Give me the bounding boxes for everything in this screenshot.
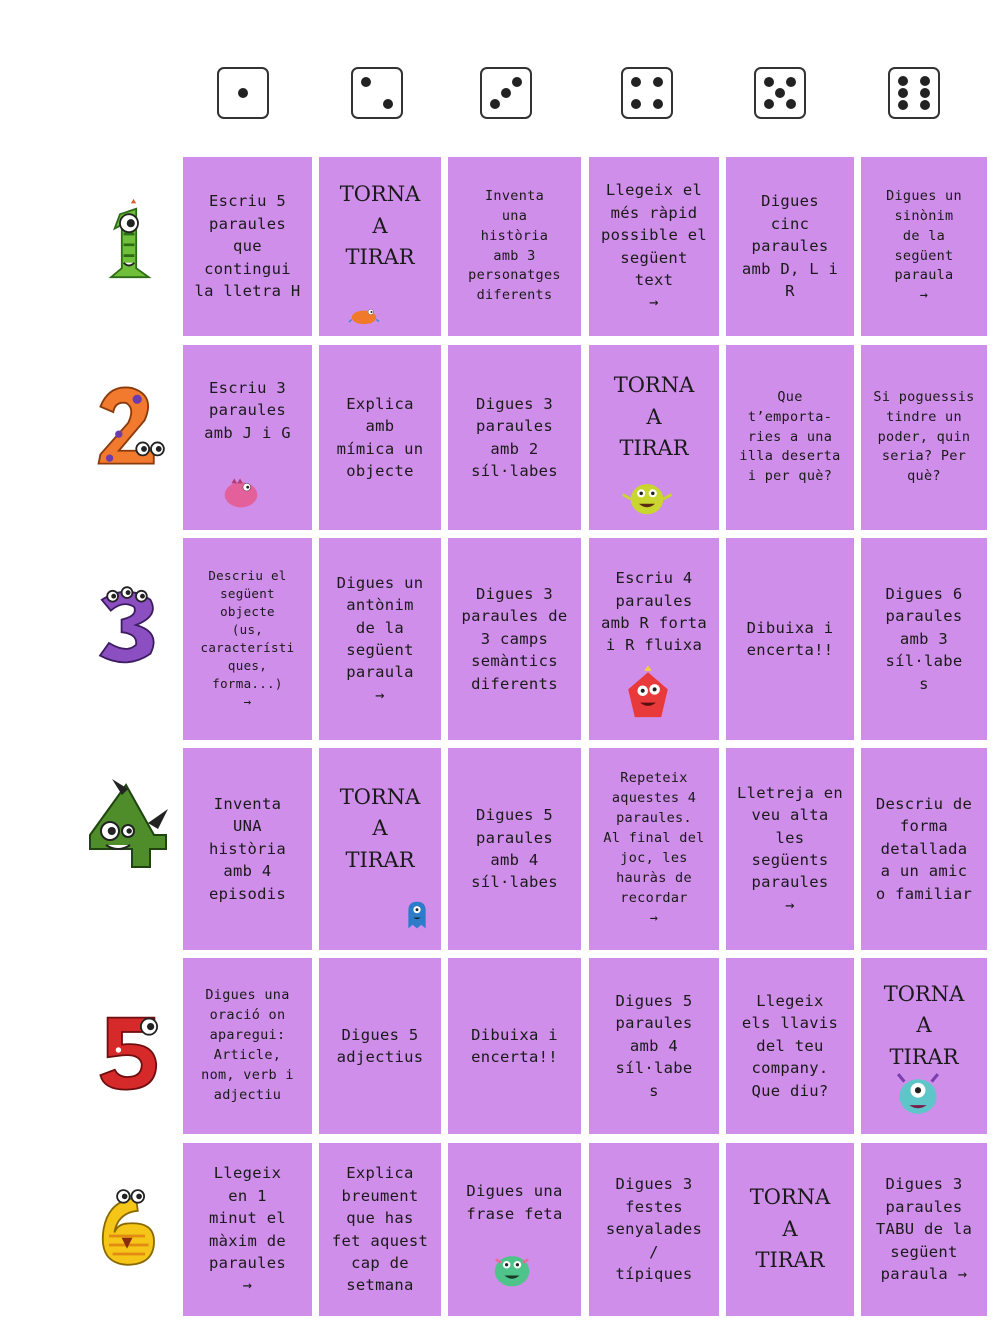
die-pip bbox=[764, 77, 774, 87]
board-square bbox=[861, 345, 987, 530]
square-text: Digues una oració on aparegui: Article, nom, verb i adjectiu bbox=[201, 987, 294, 1103]
square-text: Inventa una història amb 3 personatges diferents bbox=[468, 187, 561, 304]
die-pip bbox=[238, 88, 248, 98]
board-square bbox=[448, 157, 581, 336]
die-pip bbox=[383, 99, 393, 109]
die-face-2 bbox=[351, 67, 403, 119]
board-square bbox=[861, 538, 987, 740]
die-pip bbox=[653, 99, 663, 109]
board-square bbox=[861, 748, 987, 950]
board-square bbox=[319, 958, 441, 1134]
die-pip bbox=[786, 77, 796, 87]
die-pip bbox=[775, 88, 785, 98]
board-square bbox=[589, 538, 719, 740]
board-square bbox=[183, 157, 312, 336]
square-text: Digues 3 festes senyalades / típiques bbox=[605, 1175, 703, 1284]
board-square bbox=[726, 538, 854, 740]
square-text: Repeteix aquestes 4 paraules. Al final del joc, les hauràs de recordar → bbox=[603, 770, 705, 926]
square-text: Escriu 5 paraules que contingui la lletra H bbox=[194, 192, 301, 301]
square-text: Digues 5 adjectius bbox=[336, 1025, 424, 1066]
die-face-5 bbox=[754, 67, 806, 119]
board-square bbox=[589, 157, 719, 336]
board-square bbox=[183, 538, 312, 740]
board-square bbox=[448, 958, 581, 1134]
board-square bbox=[861, 1143, 987, 1316]
square-text: TORNA A TIRAR bbox=[613, 373, 695, 461]
die-pip bbox=[898, 100, 908, 110]
square-text: Digues 6 paraules amb 3 síl·labe s bbox=[885, 584, 963, 693]
square-text: Lletreja en veu alta les següents paraules → bbox=[737, 783, 843, 914]
die-pip bbox=[490, 99, 500, 109]
board-square bbox=[448, 748, 581, 950]
board-square bbox=[183, 958, 312, 1134]
die-pip bbox=[786, 99, 796, 109]
die-pip bbox=[920, 76, 930, 86]
square-text: Llegeix el més ràpid possible el següent text → bbox=[601, 181, 707, 312]
square-text: Digues 3 paraules de 3 camps semàntics diferents bbox=[461, 584, 568, 693]
number-3-monster bbox=[82, 560, 172, 694]
board-square bbox=[319, 1143, 441, 1316]
board-square bbox=[726, 345, 854, 530]
square-text: Digues un sinònim de la següent paraula → bbox=[886, 187, 962, 304]
blue-monster bbox=[399, 890, 435, 942]
board-square bbox=[726, 748, 854, 950]
square-text: Explica breument que has fet aquest cap de setmana bbox=[331, 1164, 429, 1295]
red-monster bbox=[615, 662, 681, 734]
board-square bbox=[183, 345, 312, 530]
square-text: Dibuixa i encerta!! bbox=[746, 618, 834, 659]
square-text: Digues 3 paraules amb 2 síl·labes bbox=[471, 394, 558, 480]
square-text: Que t’emporta- ries a una illa deserta i per què? bbox=[739, 388, 841, 485]
die-pip bbox=[361, 77, 371, 87]
square-text: Llegeix els llavis del teu company. Que diu? bbox=[741, 991, 839, 1100]
square-text: Digues una frase feta bbox=[466, 1182, 563, 1223]
square-text: TORNA A TIRAR bbox=[883, 981, 965, 1069]
square-text: TORNA A TIRAR bbox=[339, 182, 421, 270]
board-square bbox=[183, 748, 312, 950]
orange-monster bbox=[339, 297, 389, 335]
square-text: Explica amb mímica un objecte bbox=[336, 394, 424, 480]
square-text: Si poguessis tindre un poder, quin seria? Per què? bbox=[873, 388, 975, 485]
pink-monster bbox=[213, 467, 269, 519]
board-square bbox=[319, 157, 441, 336]
die-pip bbox=[512, 77, 522, 87]
square-text: Llegeix en 1 minut el màxim de paraules → bbox=[208, 1164, 287, 1295]
die-pip bbox=[631, 99, 641, 109]
board-square bbox=[448, 1143, 581, 1316]
die-pip bbox=[898, 76, 908, 86]
board-square bbox=[589, 1143, 719, 1316]
die-pip bbox=[898, 88, 908, 98]
board-square bbox=[861, 958, 987, 1134]
board-square bbox=[589, 748, 719, 950]
teal-monster bbox=[887, 1062, 949, 1130]
die-pip bbox=[920, 100, 930, 110]
square-text: TORNA A TIRAR bbox=[749, 1185, 831, 1273]
square-text: Digues un antònim de la següent paraula → bbox=[336, 573, 424, 704]
board-square bbox=[726, 958, 854, 1134]
square-text: Inventa UNA història amb 4 episodis bbox=[208, 794, 287, 903]
number-2-monster bbox=[82, 370, 174, 484]
board-square bbox=[726, 157, 854, 336]
board-square bbox=[861, 157, 987, 336]
die-face-6 bbox=[888, 67, 940, 119]
square-text: Dibuixa i encerta!! bbox=[471, 1025, 558, 1066]
square-text: Descriu de forma detallada a un amic o familiar bbox=[875, 794, 973, 903]
square-text: Digues cinc paraules amb D, L i R bbox=[741, 192, 839, 301]
number-1-monster bbox=[84, 183, 174, 307]
number-5-monster bbox=[86, 995, 176, 1109]
board-square bbox=[183, 1143, 312, 1316]
die-face-1 bbox=[217, 67, 269, 119]
board-square bbox=[589, 345, 719, 530]
board-square bbox=[319, 538, 441, 740]
yellow-monster bbox=[615, 469, 679, 530]
board-square bbox=[589, 958, 719, 1134]
square-text: Digues 5 paraules amb 4 síl·labes bbox=[471, 806, 558, 892]
square-text: Digues 5 paraules amb 4 síl·labe s bbox=[615, 991, 693, 1100]
square-text: Escriu 4 paraules amb R forta i R fluixa bbox=[601, 569, 707, 655]
die-pip bbox=[764, 99, 774, 109]
board-square bbox=[319, 748, 441, 950]
square-text: TORNA A TIRAR bbox=[339, 784, 421, 872]
green-monster bbox=[482, 1241, 542, 1299]
square-text: Descriu el següent objecte (us, característi ques, forma...) → bbox=[200, 567, 295, 710]
die-face-4 bbox=[621, 67, 673, 119]
board-square bbox=[448, 538, 581, 740]
die-pip bbox=[920, 88, 930, 98]
board-square bbox=[448, 345, 581, 530]
die-face-3 bbox=[480, 67, 532, 119]
board-square bbox=[319, 345, 441, 530]
board-square bbox=[726, 1143, 854, 1316]
die-pip bbox=[631, 77, 641, 87]
square-text: Digues 3 paraules TABU de la següent paraula → bbox=[875, 1175, 973, 1284]
die-pip bbox=[501, 88, 511, 98]
number-6-monster bbox=[82, 1172, 172, 1286]
die-pip bbox=[653, 77, 663, 87]
number-4-monster bbox=[76, 765, 176, 889]
square-text: Escriu 3 paraules amb J i G bbox=[204, 378, 291, 442]
